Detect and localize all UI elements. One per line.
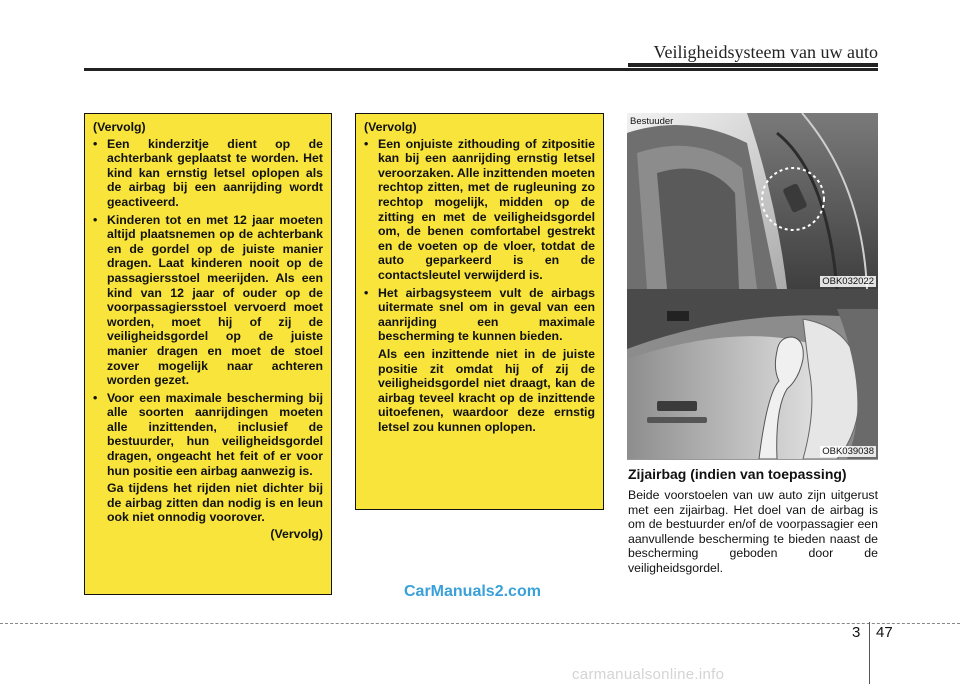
figure-label: Bestuuder: [630, 116, 674, 127]
continued-label-bottom: (Vervolg): [270, 527, 323, 542]
bullet-marker: •: [364, 285, 369, 300]
page-number-separator: [869, 622, 870, 684]
bullet-text: Een kinderzitje dient op de achterbank geplaatst te worden. Het kind kan ernstig letsel oplopen als de airbag bij een aanrijding wordt geactiveerd.: [107, 136, 323, 209]
bullet-text: Kinderen tot en met 12 jaar moeten altijd plaatsnemen op de achterbank en de gordel op de juiste manier dragen. Laat kinderen nooit op de passagiersstoel meerijden. Als een kind van 12 jaar of ouder op de voorpassagiersstoel vervoerd moet worden, moet hij of zij de veiligheidsgordel op de juiste manier dragen en moet de stoel zover mogelijk naar achteren worden gezet.: [107, 212, 323, 388]
warning-bullet: [93, 391, 323, 479]
header-rule: [84, 68, 878, 71]
warning-bullet: [364, 286, 595, 344]
figure-code: OBK032022: [822, 276, 874, 287]
bullet-text: Voor een maximale bescherming bij alle soorten aanrijdingen moeten alle inzittenden, inclusief de bestuurder, hun veiligheidsgordel dragen, ongeacht het feit of er voor hun positie een airbag aanwezig is.: [107, 390, 323, 478]
section-header-title: Veiligheidsysteem van uw auto: [653, 42, 878, 62]
warning-box-left: [84, 113, 332, 595]
seat-illustration: [627, 113, 878, 289]
warning-extra-paragraph: Als een inzittende niet in de juiste positie zit omdat hij of zij de veiligheidsgordel niet draagt, kan de airbag teveel kracht op de inzittende uitoefenen, waardoor deze ernstig letsel zou kunnen oplopen.: [378, 346, 595, 434]
figure-code: OBK039038: [822, 446, 874, 457]
header-rule-accent: [628, 63, 878, 67]
bullet-marker: •: [93, 390, 98, 405]
warning-bullet: [93, 213, 323, 388]
page-number: 47: [876, 624, 893, 641]
bullet-marker: •: [93, 212, 98, 227]
bullet-marker: •: [364, 136, 369, 151]
watermark-link[interactable]: CarManuals2.com: [404, 583, 541, 600]
warning-bullet: [93, 137, 323, 210]
side-airbag-figure: [627, 289, 878, 460]
warning-box-middle: [355, 113, 604, 510]
footer-site-watermark: carmanualsonline.info: [572, 666, 725, 683]
footer-rule: [0, 623, 960, 624]
section-heading: Zijairbag (indien van toepassing): [628, 466, 847, 482]
seat-figure: [627, 113, 878, 290]
continued-label-top: (Vervolg): [364, 120, 417, 134]
section-body: Beide voorstoelen van uw auto zijn uitgerust met een zijairbag. Het doel van de airbag is om de bestuurder en/of de voorpassagier een aanvullende bescherming te bieden naast de bescherming geboden door de veiligheidsgordel.: [628, 488, 878, 575]
chapter-number: 3: [852, 624, 861, 641]
bullet-text: Het airbagsysteem vult de airbags uitermate snel om in geval van een aanrijding een maximale bescherming te kunnen bieden.: [378, 285, 595, 344]
continued-label-top: (Vervolg): [93, 120, 146, 134]
warning-bullet: [364, 137, 595, 283]
bullet-marker: •: [93, 136, 98, 151]
side-airbag-illustration: [627, 289, 878, 459]
bullet-text: Een onjuiste zithouding of zitpositie kan bij een aanrijding ernstig letsel veroorzaken. Alle inzittenden moeten rechtop zitten, met de rugleuning zo rechtop mogelijk, midden op de zitting en met de veiligheidsgordel om, de benen comfortabel gestrekt en de voeten op de vloer, totdat de auto geparkeerd is en de contactsleutel verwijderd is.: [378, 136, 595, 282]
warning-extra-paragraph: Ga tijdens het rijden niet dichter bij de airbag zitten dan nodig is en leun ook niet onnodig voorover.: [107, 481, 323, 525]
